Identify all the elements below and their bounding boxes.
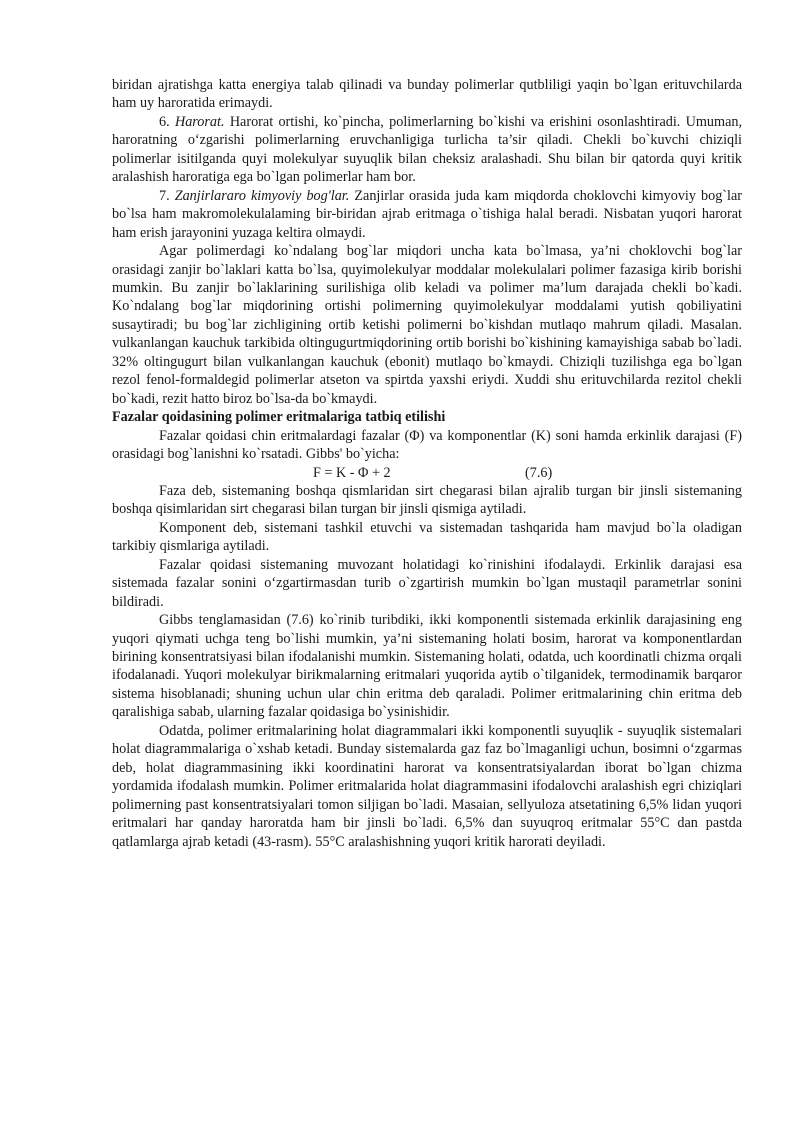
paragraph-component-definition: Komponent deb, sistemani tashkil etuvchi va sistemadan tashqarida ham mavjud bo`la oladigan tarkibiy qismlariga aytiladi. <box>112 519 742 555</box>
list-number: 7. <box>159 187 175 204</box>
formula-number: (7.6) <box>525 464 553 481</box>
paragraph-phase-definition: Faza deb, sistemaning boshqa qismlaridan sirt chegarasi bilan ajralib turgan bir jinsli sistemaning boshqa qisimlaridan sirt chegarasi bilan turgan bir jinsli qismiga aytiladi. <box>112 482 742 518</box>
paragraph-gibbs-equation: Gibbs tenglamasidan (7.6) ko`rinib turibdiki, ikki komponentli sistemada erkinlik darajasining eng yuqori qiymati uchga teng bo`lishi mumkin, ya’ni sistemaning holati bosim, harorat va komponentlardan birining konsentratsiyasi bilan ifodalanishi mumkin. Sistemaning holati, odatda, uch koordinatli chizma orqali ifodalanadi. Yuqori molekulyar birikmalarning eritmalari yuqorida aytib o`tilganidek, termodinamik barqaror sistema hisoblanadi; shuning uchun ular chin eritma deb qaraladi. Polimer eritmalarining chin eritma deb qaralishiga sabab, ularning fazalar qoidasiga bo`ysinishidir. <box>112 612 742 721</box>
list-number: 6. <box>159 113 175 130</box>
paragraph-term: Harorat. <box>174 113 225 130</box>
paragraph-phase-rule-intro: Fazalar qoidasi chin eritmalardagi fazalar (Φ) va komponentlar (K) soni hamda erkinlik darajasi (F) orasidagi bog`lanishni ko`rsatadi. Gibbs' bo`yicha: <box>112 427 742 463</box>
section-heading: Fazalar qoidasining polimer eritmalariga tatbiq etilishi <box>112 409 446 426</box>
paragraph-state-diagrams: Odatda, polimer eritmalarining holat diagrammalari ikki komponentli suyuqlik - suyuqlik sistemalari holat diagrammalariga o`xshab ketadi. Bunday sistemalarda gaz faz bo`lmaganligi uchun, bosimni o‘zgarmas deb, holat diagrammasining ikki koordinatini harorat va konsentratsiyalardan iborat bo`lgan chizma yordamida ifodalash mumkin. Polimer eritmalarida holat diagrammasini ifodalovchi aralashish egri chiziqlari polimerning past konsentratsiyalari tomon siljigan bo`ladi. Masaian, sellyuloza atsetatining 6,5% lidan yuqori eritmalari har qanday haroratda ham bir jinsli bo`ladi. 6,5% dan suyuqroq eritmalar 55°C dan pastda qatlamlarga ajrab ketadi (43-rasm). 55°C aralashishning yuqori kritik harorati deyiladi. <box>112 722 742 850</box>
paragraph-continuation: biridan ajratishga katta energiya talab qilinadi va bunday polimerlar qutbliligi yaqin bo`lgan erituvchilarda ham uy haroratida erimaydi. <box>112 77 742 112</box>
formula-row <box>112 464 742 482</box>
gibbs-formula: F = K - Φ + 2 <box>313 464 391 481</box>
paragraph-body: Harorat ortishi, ko`pincha, polimerlarning bo`kishi va erishini osonlashtiradi. Umuman, haroratning o‘zgarishi polimerlarning eruvchanligiga turlicha ta’sir qiladi. Chekli bo`kuvchi chiziqli polimerlar isitilganda quyi molekulyar suyuqlik bilan cheksiz aralashadi. Shu bilan bir qatorda quyi kritik aralashish haroratiga ega bo`lgan polimerlar ham bor. <box>112 113 743 186</box>
paragraph-term: Zanjirlararo kimyoviy bog'lar. <box>174 187 350 204</box>
paragraph-temperature <box>112 113 742 187</box>
document-page <box>112 76 742 851</box>
paragraph-crosslinks <box>112 187 742 242</box>
paragraph-degrees-of-freedom: Fazalar qoidasi sistemaning muvozant holatidagi ko`rinishini ifodalaydi. Erkinlik darajasi esa sistemada fazalar sonini o‘zgartirmasdan turib o`zgartirish mumkin bo`lgan mustaqil parametrlar sonini bildiradi. <box>112 556 742 610</box>
paragraph-body: Zanjirlar orasida juda kam miqdorda choklovchi kimyoviy bog`lar bo`lsa ham makromolekulalaming bir-biridan ajrab eritmaga o`tishiga halal beradi. Nisbatan yuqori harorat ham erish jarayonini yuzaga keltira olmaydi. <box>112 187 742 241</box>
paragraph-crosslink-density: Agar polimerdagi ko`ndalang bog`lar miqdori uncha kata bo`lmasa, ya’ni choklovchi bog`lar orasidagi zanjir bo`laklari katta bo`lsa, quyimolekulyar moddalar molekulalari polimer fazasiga kirib borishi mumkin. Bu zanjir bo`laklarining surilishiga olib keladi va polimer ma’lum darajada chekli bo`kadi. Ko`ndalang bog`lar miqdorining ortishi polimerning quyimolekulyar moddalami yutish qobiliyatini susaytiradi; bu bog`lar zichligining ortib ketishi polimerni bo`kishdan mutlaqo mahrum qiladi. Masalan. vulkanlangan kauchuk tarkibida oltingugurtmiqdorining ortib borishi bo`kishining kamayishiga sabab bo`ladi. 32% oltingugurt bilan vulkanlangan kauchuk (ebonit) mutlaqo bo`kmaydi. Chiziqli tuzilishga ega bo`lgan rezol fenol-formaldegid polimerlar atseton va spirtda yaxshi eriydi. Xuddi shu erituvchilarda rezitol chekli bo`kadi, rezit hatto biroz bo`lsa-da bo`kmaydi. <box>112 243 742 407</box>
